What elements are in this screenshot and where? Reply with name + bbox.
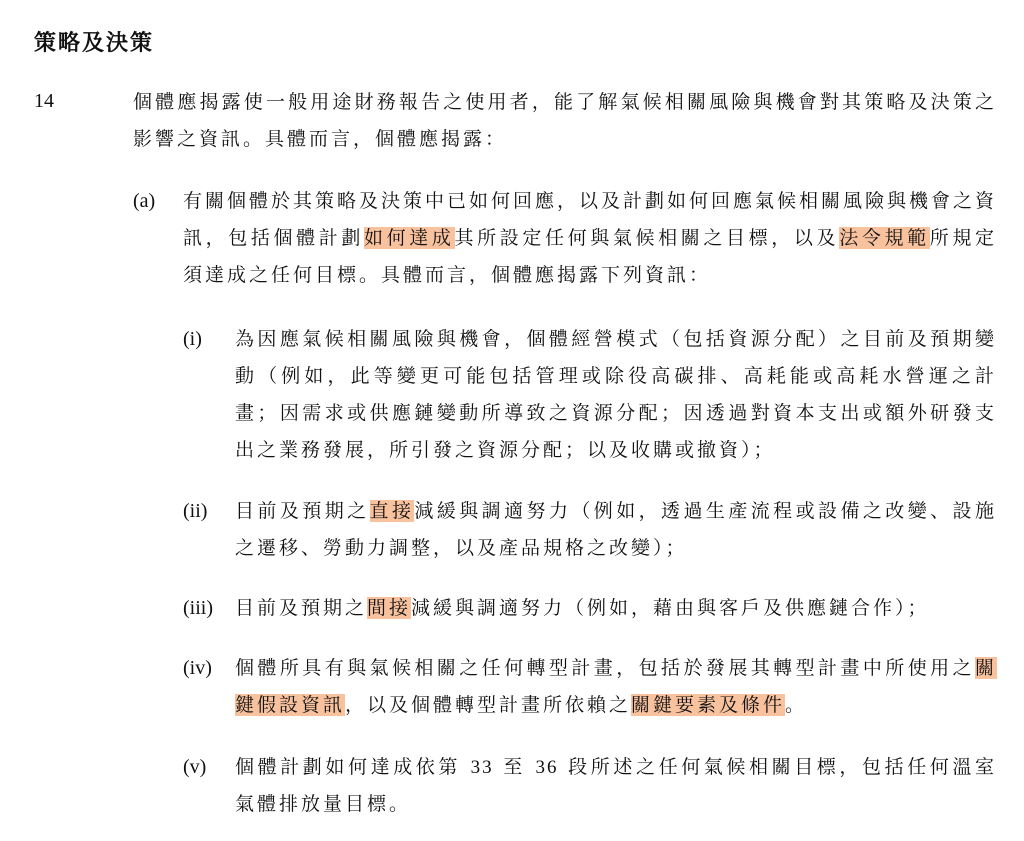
subitem-ii-text: 目前及預期之直接減緩與調適努力（例如，透過生產流程或設備之改變、設施之遷移、勞動力調整，以及產品規格之改變）； xyxy=(235,500,997,559)
highlight-direct: 直接 xyxy=(369,500,415,522)
item-a-text: 有關個體於其策略及決策中已如何回應，以及計劃如何回應氣候相關風險與機會之資訊，包括個體計劃如何達成其所設定任何與氣候相關之目標，以及法令規範所規定須達成之任何目標。具體而言，個體應揭露下列資訊： xyxy=(183,190,998,286)
paragraph-number: 14 xyxy=(34,90,54,112)
section-heading: 策略及決策 xyxy=(34,30,155,56)
paragraph-ref-33: 33 xyxy=(470,757,494,778)
subitem-iv-marker: (iv) xyxy=(183,657,212,679)
subitem-ii-marker: (ii) xyxy=(183,500,208,522)
highlight-indirect: 間接 xyxy=(367,597,412,619)
item-a-marker: (a) xyxy=(133,190,156,212)
highlight-key-assumptions: 關鍵假設資訊 xyxy=(235,657,997,716)
subitem-i-text: 為因應氣候相關風險與機會，個體經營模式（包括資源分配）之目前及預期變動（例如，此等變更可能包括管理或除役高碳排、高耗能或高耗水營運之計畫；因需求或供應鏈變動所導致之資源分配；因透過對資本支出或額外研發支出之業務發展，所引發之資源分配；以及收購或撤資）； xyxy=(235,328,997,461)
subitem-v-marker: (v) xyxy=(183,756,207,778)
subitem-v-text: 個體計劃如何達成依第 33 至 36 段所述之任何氣候相關目標，包括任何溫室氣體排放量目標。 xyxy=(235,756,997,815)
highlight-key-factors: 關鍵要素及條件 xyxy=(631,694,786,716)
paragraph-ref-36: 36 xyxy=(535,757,559,778)
subitem-iv-text: 個體所具有與氣候相關之任何轉型計畫，包括於發展其轉型計畫中所使用之關鍵假設資訊，以及個體轉型計畫所依賴之關鍵要素及條件。 xyxy=(235,657,997,716)
highlight-regulation: 法令規範 xyxy=(839,227,930,249)
highlight-how-to-achieve: 如何達成 xyxy=(364,227,455,249)
subitem-iii-marker: (iii) xyxy=(183,597,213,619)
subitem-iii-text: 目前及預期之間接減緩與調適努力（例如，藉由與客戶及供應鏈合作）； xyxy=(235,597,930,619)
paragraph-intro: 個體應揭露使一般用途財務報告之使用者，能了解氣候相關風險與機會對其策略及決策之影響之資訊。具體而言，個體應揭露： xyxy=(133,91,997,150)
subitem-i-marker: (i) xyxy=(183,328,202,350)
